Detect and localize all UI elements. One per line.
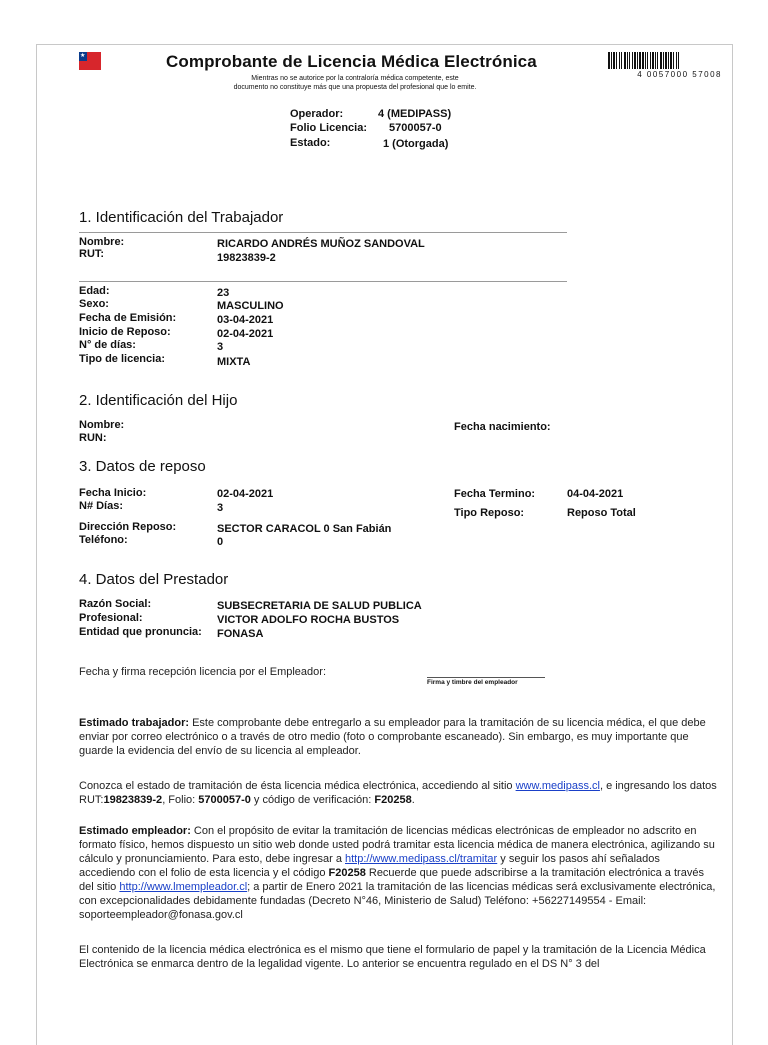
subtitle: Mientras no se autorice por la contraloría médica competente, este documento no constituye más que una propuesta del profesional que lo emite. [233, 75, 477, 91]
inicio-label: Inicio de Reposo: [79, 326, 171, 338]
profesional-value: VICTOR ADOLFO ROCHA BUSTOS [217, 614, 400, 626]
dias-label: N° de días: [79, 339, 136, 351]
rut-value: 19823839-2 [217, 252, 276, 264]
rut-label: RUT: [79, 248, 105, 260]
razon-social-label: Razón Social: [79, 598, 152, 610]
fecha-termino-label: Fecha Termino: [454, 488, 536, 500]
barcode-bar [624, 52, 626, 69]
nombre-value: RICARDO ANDRÉS MUÑOZ SANDOVAL [217, 238, 425, 250]
signature-line [427, 677, 545, 678]
fecha-termino-value: 04-04-2021 [567, 488, 624, 500]
telefono-label: Teléfono: [79, 534, 128, 546]
barcode-bar [647, 52, 648, 69]
estado-value: 1 (Otorgada) [383, 138, 449, 150]
n-dias-label: N# Días: [79, 500, 124, 512]
barcode-bar [634, 52, 636, 69]
paragraph-empleador: Estimado empleador: Con el propósito de evitar la tramitación de licencias médicas electrónicas de empleador no adscrito en formato físico, hemos dispuesto un sitio web donde usted podrá tramitar esta licencia médica de manera electrónica, agilizando su cálculo y pronunciamiento. Para esto, debe ingresar a http://www.medipass.cl/tramitar y seguir los pasos ahí señalados accediendo con el folio de esta licencia y el código F20258 Recuerde que puede adscribirse a la tramitación electrónica a través del sitio http://www.lmempleador.cl; a partir de Enero 2021 la tramitación de las licencias médicas será exclusivamente electrónica, con excepcionalidades debidamente fundadas (Decreto N°46, Ministerio de Salud) Teléfono: +56227149554 - Email: soporteempleador@fonasa.gov.cl [79, 825, 716, 921]
page-title: Comprobante de Licencia Médica Electrónica [166, 52, 537, 71]
entidad-label: Entidad que pronuncia: [79, 626, 202, 638]
emision-label: Fecha de Emisión: [79, 312, 177, 324]
folio-value: 5700057-0 [389, 122, 442, 134]
hijo-nombre-label: Nombre: [79, 419, 125, 431]
barcode-bar [663, 52, 664, 69]
section-heading-prestador: 4. Datos del Prestador [79, 571, 229, 588]
n-dias-value: 3 [217, 502, 224, 514]
emision-value: 03-04-2021 [217, 314, 274, 326]
barcode-bar [660, 52, 662, 69]
telefono-value: 0 [217, 536, 224, 548]
section-heading-hijo: 2. Identificación del Hijo [79, 392, 238, 409]
operador-label: Operador: [290, 108, 344, 120]
barcode-bar [657, 52, 658, 69]
barcode-bar [650, 52, 651, 69]
section-heading-reposo: 3. Datos de reposo [79, 458, 206, 475]
gobierno-de-chile-logo: ★ [79, 52, 101, 70]
section-heading-trabajador: 1. Identificación del Trabajador [79, 209, 284, 226]
barcode-bar [652, 52, 654, 69]
razon-social-value: SUBSECRETARIA DE SALUD PUBLICA [217, 600, 422, 612]
barcode-bar [645, 52, 646, 69]
entidad-value: FONASA [217, 628, 264, 640]
firma-line-text: Fecha y firma recepción licencia por el Empleador: [79, 666, 327, 678]
barcode-bar [655, 52, 656, 69]
estado-label: Estado: [290, 137, 331, 149]
barcode-bar [632, 52, 633, 69]
paragraph-trabajador: Estimado trabajador: Este comprobante debe entregarlo a su empleador para la tramitación de su licencia médica, el que debe enviar por correo electrónico o a través de otro medio (foto o comprobante escaneado). Sin embargo, es muy importante que guarde la evidencia del envío de su licencia al empleador. [79, 717, 706, 757]
direccion-label: Dirección Reposo: [79, 521, 177, 533]
tipo-reposo-value: Reposo Total [567, 507, 636, 519]
edad-value: 23 [217, 287, 230, 299]
barcode-bar [613, 52, 615, 69]
sexo-value: MASCULINO [217, 300, 284, 312]
barcode-bar [673, 52, 674, 69]
fecha-inicio-label: Fecha Inicio: [79, 487, 147, 499]
direccion-value: SECTOR CARACOL 0 San Fabián [217, 523, 392, 535]
medipass-tramitar-link[interactable]: http://www.medipass.cl/tramitar [345, 853, 498, 865]
operador-value: 4 (MEDIPASS) [378, 108, 452, 120]
divider [79, 281, 567, 282]
barcode-bar [665, 52, 667, 69]
tipo-licencia-value: MIXTA [217, 356, 251, 368]
tipo-licencia-label: Tipo de licencia: [79, 353, 165, 365]
tipo-reposo-label: Tipo Reposo: [454, 507, 525, 519]
folio-label: Folio Licencia: [290, 122, 368, 134]
medipass-link[interactable]: www.medipass.cl [515, 780, 600, 792]
barcode-bar [639, 52, 641, 69]
barcode-bar [676, 52, 677, 69]
barcode-bar [616, 52, 617, 69]
barcode-bar [608, 52, 610, 69]
barcode-bar [642, 52, 644, 69]
barcode-number: 4 0057000 57008 [637, 70, 722, 79]
barcode-bar [621, 52, 622, 69]
sexo-label: Sexo: [79, 298, 109, 310]
divider [79, 232, 567, 233]
firma-caption: Firma y timbre del empleador [427, 679, 518, 686]
barcode-bar [670, 52, 672, 69]
edad-label: Edad: [79, 285, 110, 297]
paragraph-legal: El contenido de la licencia médica electrónica es el mismo que tiene el formulario de papel y la tramitación de la Licencia Médica Electrónica se enmarca dentro de la legalidad vigente. Lo anterior se encuentra regulado en el DS N° 3 del [79, 944, 706, 970]
barcode-bar [619, 52, 620, 69]
fecha-inicio-value: 02-04-2021 [217, 488, 274, 500]
fecha-nacimiento-label: Fecha nacimiento: [454, 421, 551, 433]
barcode-bar [678, 52, 679, 69]
barcode-bar [629, 52, 630, 69]
barcode-bar [627, 52, 628, 69]
paragraph-estado: Conozca el estado de tramitación de ésta licencia médica electrónica, accediendo al sitio www.medipass.cl, e ingresando los datos RUT:19823839-2, Folio: 5700057-0 y código de verificación: F20258. [79, 780, 717, 806]
barcode-bar [611, 52, 612, 69]
inicio-value: 02-04-2021 [217, 328, 274, 340]
hijo-run-label: RUN: [79, 432, 107, 444]
dias-value: 3 [217, 341, 224, 353]
nombre-label: Nombre: [79, 236, 125, 248]
lmempleador-link[interactable]: http://www.lmempleador.cl [119, 881, 248, 893]
barcode-bar [637, 52, 638, 69]
profesional-label: Profesional: [79, 612, 143, 624]
barcode-bar [668, 52, 669, 69]
